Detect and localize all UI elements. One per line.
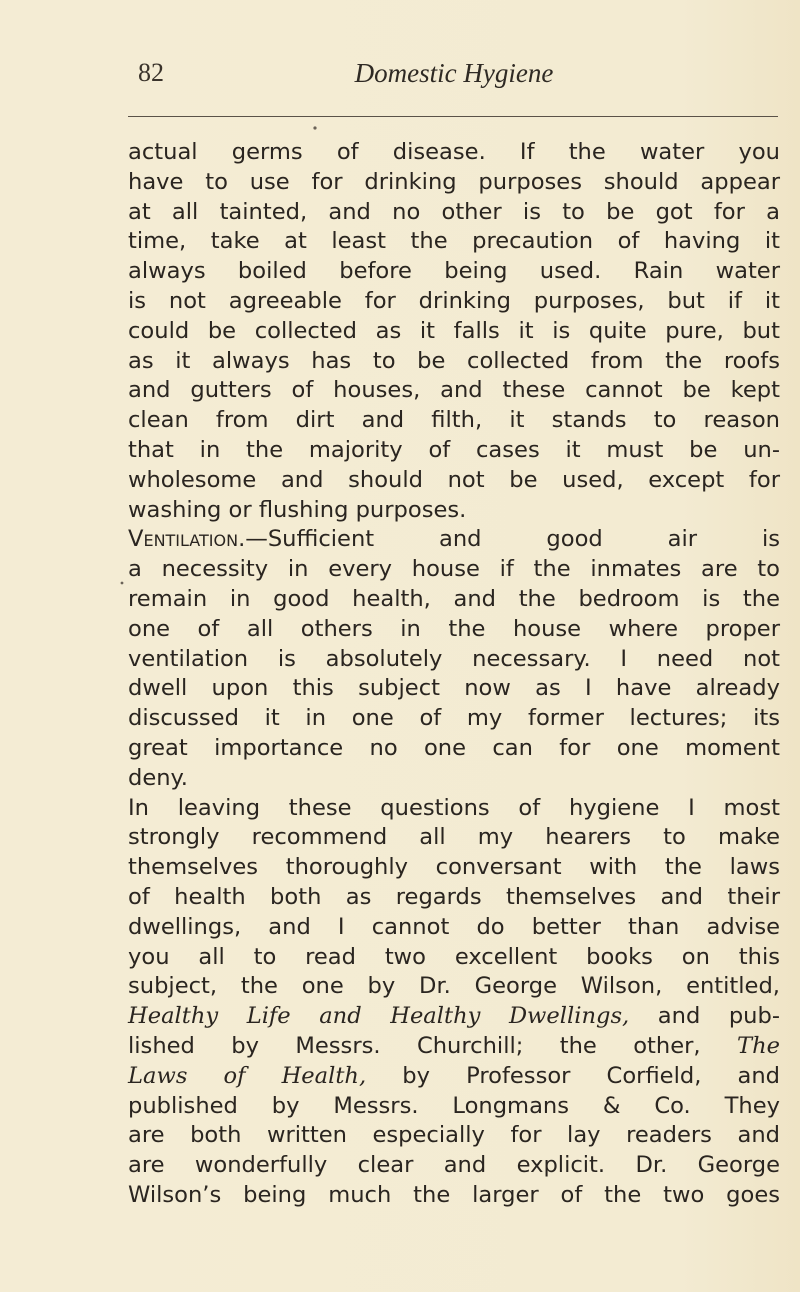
paper-speck (121, 582, 124, 585)
section-heading: Ventilation. (128, 526, 246, 553)
header-rule (128, 116, 778, 117)
text-line: published by Messrs. Longmans & Co. They (128, 1092, 780, 1119)
text-line: subject, the one by Dr. George Wilson, entitled, (128, 973, 780, 1000)
text-line (128, 525, 780, 555)
text-line: always boiled before being used. Rain water (128, 258, 780, 285)
page-number: 82 (138, 58, 164, 87)
text-line: clean from dirt and filth, it stands to reason (128, 407, 780, 434)
text-line: deny. (128, 764, 188, 791)
running-title: Domestic Hygiene (354, 58, 554, 88)
text-line: you all to read two excellent books on this (128, 943, 780, 970)
text-line: are both written especially for lay readers and (128, 1122, 780, 1149)
text-line: strongly recommend all my hearers to make (128, 824, 780, 851)
text-fragment: by Professor Corfield, and (366, 1062, 780, 1089)
text-line: and gutters of houses, and these cannot be kept (128, 377, 780, 404)
text-line: discussed it in one of my former lectures; its (128, 705, 780, 732)
text-line: In leaving these questions of hygiene I most (128, 794, 780, 821)
text-line: could be collected as it falls it is quite pure, but (128, 317, 780, 344)
text-line: a necessity in every house if the inmates are to (128, 556, 780, 583)
text-line: of health both as regards themselves and their (128, 883, 780, 910)
text-line: is not agreeable for drinking purposes, but if it (128, 287, 780, 314)
text-line: dwell upon this subject now as I have already (128, 675, 780, 702)
text-line: time, take at least the precaution of having it (128, 228, 780, 255)
text-line: that in the majority of cases it must be un- (128, 436, 780, 463)
text-line: wholesome and should not be used, except for (128, 466, 780, 493)
body-text (128, 138, 780, 1211)
text-line (128, 1032, 780, 1062)
book-title: Laws of Health, (128, 1062, 367, 1089)
text-line: at all tainted, and no other is to be got for a (128, 198, 780, 225)
book-title: The (737, 1032, 780, 1059)
text-line (128, 1002, 780, 1032)
text-line: ventilation is absolutely necessary. I need not (128, 645, 780, 672)
text-line: dwellings, and I cannot do better than advise (128, 913, 780, 940)
text-line: Wilson’s being much the larger of the two goes (128, 1181, 780, 1208)
text-line (128, 1062, 780, 1092)
book-title: Healthy Life and Healthy Dwellings, (128, 1003, 630, 1030)
text-line: have to use for drinking purposes should appear (128, 168, 780, 195)
text-line: great importance no one can for one moment (128, 734, 780, 761)
text-line: are wonderfully clear and explicit. Dr. George (128, 1152, 780, 1179)
page-header (128, 58, 780, 98)
text-fragment: and pub- (629, 1003, 780, 1030)
text-line: themselves thoroughly conversant with the laws (128, 854, 780, 881)
paper-speck (313, 126, 316, 129)
text-line: one of all others in the house where proper (128, 615, 780, 642)
text-line: remain in good health, and the bedroom is the (128, 585, 780, 612)
text-fragment: lished by Messrs. Churchill; the other, (128, 1032, 737, 1059)
text-line: as it always has to be collected from the roofs (128, 347, 780, 374)
text-line: actual germs of disease. If the water you (128, 139, 780, 165)
text-fragment: —Sufficient and good air is (245, 526, 780, 553)
text-line: washing or flushing purposes. (128, 496, 467, 523)
